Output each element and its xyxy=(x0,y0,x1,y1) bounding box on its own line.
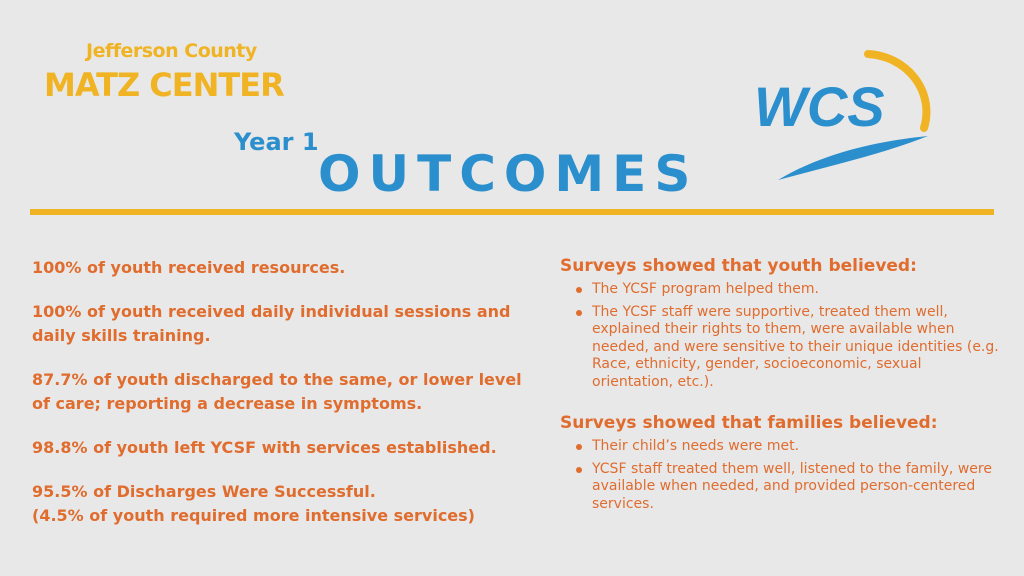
outcome-item: 98.8% of youth left YCSF with services established. xyxy=(32,438,497,457)
logo-text: WCS xyxy=(754,75,885,138)
list-item: The YCSF program helped them. xyxy=(592,281,1000,299)
outcomes-list xyxy=(32,256,532,548)
list-item: Their child’s needs were met. xyxy=(592,438,1000,456)
youth-survey-list xyxy=(560,281,1000,391)
list-item: YCSF staff treated them well, listened to the family, were available when needed, and provided person-centered services. xyxy=(592,461,1000,514)
family-survey-list xyxy=(560,438,1000,513)
outcome-item: 100% of youth received resources. xyxy=(32,258,346,277)
survey-results xyxy=(560,256,1000,535)
center-name: MATZ CENTER xyxy=(44,66,284,104)
wcs-logo xyxy=(748,40,958,190)
logo-swoosh xyxy=(778,136,928,180)
list-item: The YCSF staff were supportive, treated them well, explained their rights to them, were available when needed, and were sensitive to their unique identities (e.g. Race, ethnicity, gender, socioeconomic, sexual orientation, etc.). xyxy=(592,303,999,390)
year-label: Year 1 xyxy=(234,128,319,156)
family-survey-heading: Surveys showed that families believed: xyxy=(560,413,938,433)
outcome-item: 100% of youth received daily individual sessions and daily skills training. xyxy=(32,302,511,345)
outcome-item: 95.5% of Discharges Were Successful. (4.5% of youth required more intensive services) xyxy=(32,482,475,525)
outcome-item: 87.7% of youth discharged to the same, or lower level of care; reporting a decrease in symptoms. xyxy=(32,370,522,413)
youth-survey-heading: Surveys showed that youth believed: xyxy=(560,256,917,276)
page-title: OUTCOMES xyxy=(318,145,699,203)
county-name: Jefferson County xyxy=(86,40,257,62)
divider xyxy=(30,209,994,215)
